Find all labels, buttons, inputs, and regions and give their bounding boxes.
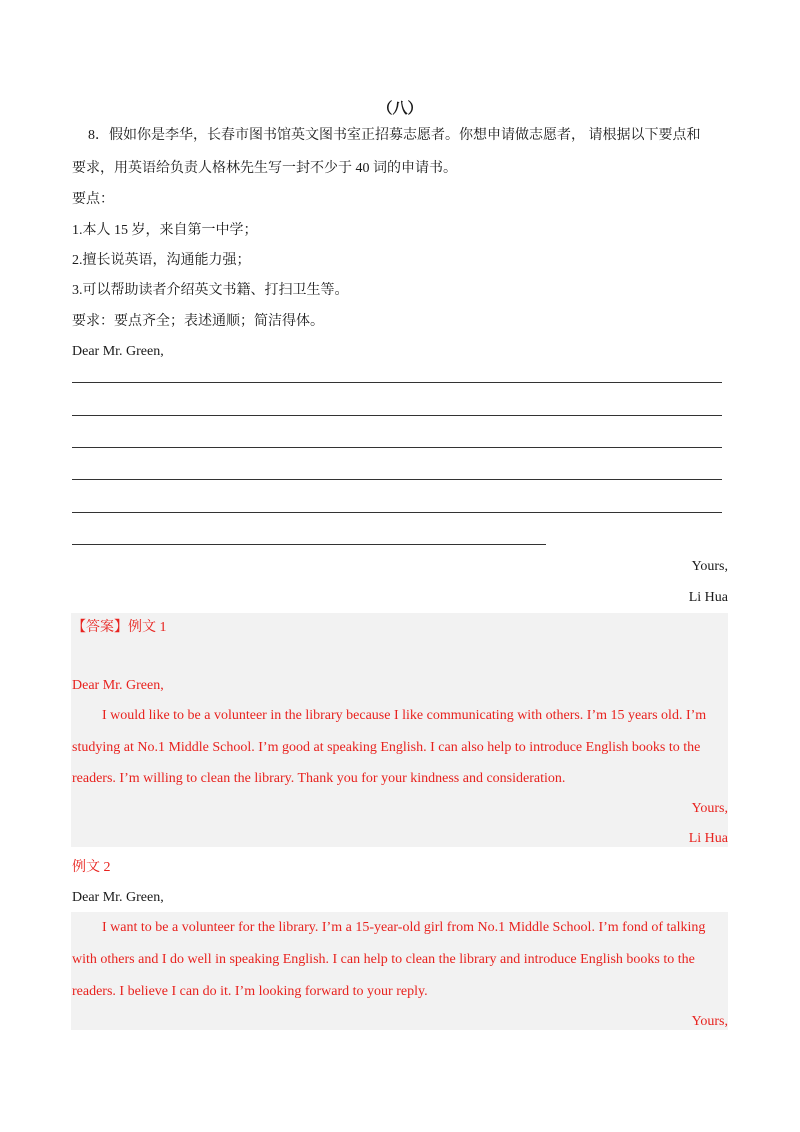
question-line-2: 要求，用英语给负责人格林先生写一封不少于 40 词的申请书。 [72,161,457,176]
writing-line [72,512,722,513]
letter-signature: Li Hua [688,590,728,605]
writing-line [72,544,546,545]
sample-2-line-1: I want to be a volunteer for the library. I’m a 15-year-old girl from No.1 Middle School. I’m fond of talking [102,920,706,935]
point-1: 1.本人 15 岁，来自第一中学； [72,223,258,238]
sample-2-label: 例文 2 [72,860,111,875]
point-2: 2.擅长说英语，沟通能力强； [72,253,251,268]
sample-2-line-3: readers. I believe I can do it. I’m looking forward to your reply. [72,984,428,999]
sample-1-closing: Yours, [691,801,728,816]
points-label: 要点： [72,192,114,207]
sample-2-greeting: Dear Mr. Green, [72,890,164,905]
sample-1-line-2: studying at No.1 Middle School. I’m good at speaking English. I can also help to introduce English books to the [72,740,701,755]
writing-line [72,415,722,416]
question-line-1: 8．假如你是李华，长春市图书馆英文图书室正招募志愿者。你想申请做志愿者， 请根据以下要点和 [88,128,701,143]
section-title: （八） [377,101,423,117]
sample-1-greeting: Dear Mr. Green, [72,678,164,693]
sample-1-line-3: readers. I’m willing to clean the library. Thank you for your kindness and consideration. [72,771,566,786]
sample-2-line-2: with others and I do well in speaking English. I can help to clean the library and introduce English books to the [72,952,695,967]
writing-line [72,382,722,383]
sample-2-closing: Yours, [691,1014,728,1029]
sample-1-signature: Li Hua [688,831,728,846]
writing-line [72,447,722,448]
answer-sample-1-panel [71,613,728,847]
point-3: 3.可以帮助读者介绍英文书籍、打扫卫生等。 [72,283,349,298]
answer-label: 【答案】例文 1 [72,620,167,635]
letter-greeting: Dear Mr. Green, [72,344,164,359]
requirements: 要求：要点齐全；表述通顺；简洁得体。 [72,314,324,329]
letter-closing: Yours, [691,559,728,574]
sample-1-line-1: I would like to be a volunteer in the library because I like communicating with others. I’m 15 years old. I’m [102,708,707,723]
writing-line [72,479,722,480]
